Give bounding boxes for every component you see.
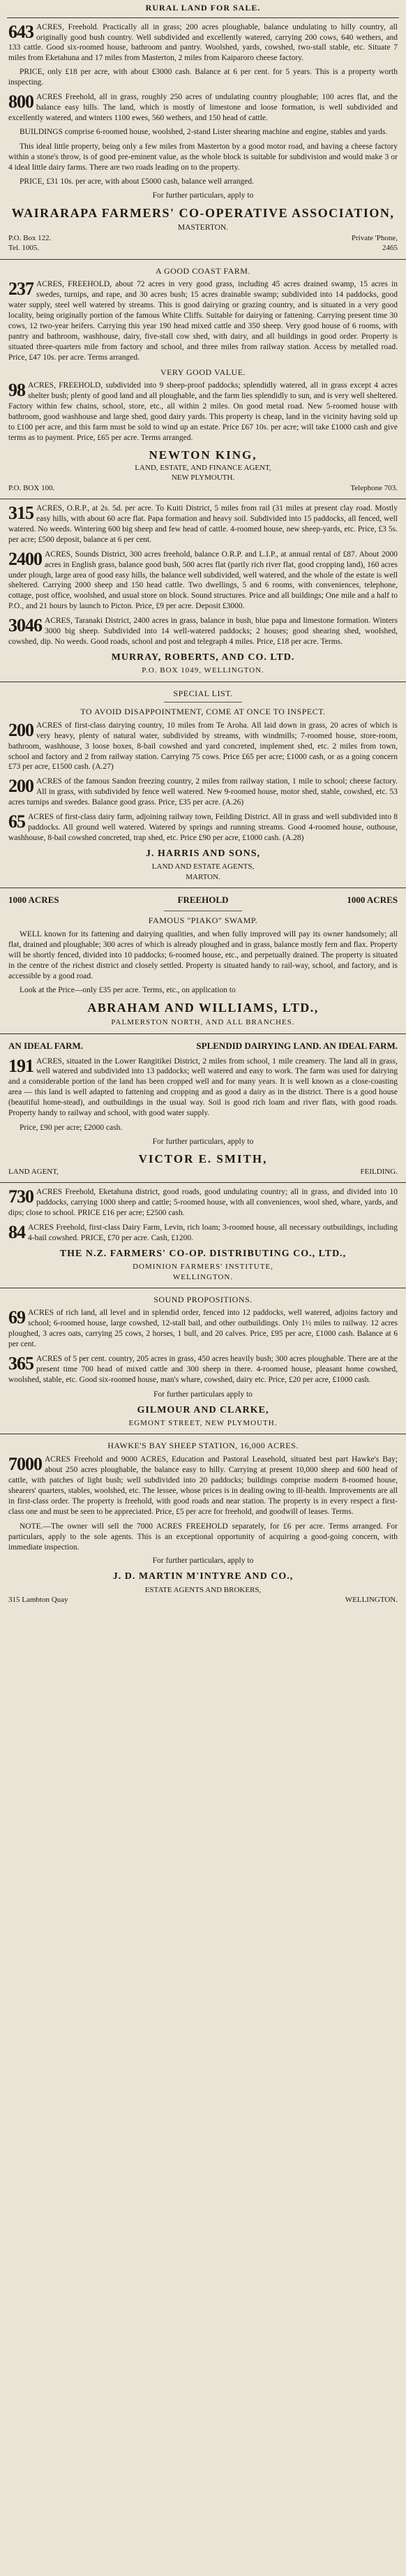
listing-text: ACRES Freehold and 9000 ACRES, Education and Pastoral Leasehold, situated best part Hawke's Bay; about 250 acres ploughable, the balance easy to hilly. Carrying at present 10,000 sheep and 600 head of cattle, with patches of light bush; well subdivided into 20 paddocks; buildings comprise modern 8-roomed house, shearers' quarters, stables, woolshed, etc. The lessee, whose prices is in dealing owing to ill-health. Improvements are all in first-class order. The property is freehold, with good roads and near station. The property is in every respect a first-class one and must be seen to be appreciated. Price, £5 per acre for freehold, and goodwill of leases. Terms. xyxy=(8,1455,398,1516)
advertiser-place: EGMONT STREET, NEW PLYMOUTH. xyxy=(128,1419,278,1428)
ad-gilmour-clarke xyxy=(0,1288,406,1435)
sub-heading: A GOOD COAST FARM. xyxy=(156,265,250,276)
advertiser-name: J. HARRIS AND SONS, xyxy=(145,848,261,860)
listing-number: 200 xyxy=(8,776,33,797)
banner-right: SPLENDID DAIRYING LAND. AN IDEAL FARM. xyxy=(196,1040,398,1051)
listing-number: 643 xyxy=(8,21,33,42)
advertiser-subtitle: DOMINION FARMERS' INSTITUTE, xyxy=(133,1263,273,1272)
phone-label: Private 'Phone, xyxy=(351,233,398,242)
sub-heading: SPECIAL LIST. xyxy=(173,688,233,698)
sub-heading: TO AVOID DISAPPOINTMENT, COME AT ONCE TO INSPECT. xyxy=(80,707,326,717)
listing-text: ACRES, O.R.P., at 2s. 5d. per acre. To Kuiti District, 5 miles from rail (31 miles at present clay road. Mostly easy hills, with about 60 acre flat. Papa formation and heavy soil. Subdivided into 15 paddocks, all fenced, well watered. No weeds. Wintering 600 big sheep and few head of cattle. 4-roomed house, new sheep-yards, etc. Price, £3 5s. per acre; £500 deposit, balance at 6 per cent. xyxy=(8,503,398,544)
sub-heading: FAMOUS "PIAKO" SWAMP. xyxy=(148,915,258,925)
contact-row xyxy=(8,1595,398,1605)
listing-text: ACRES of first-class dairy farm, adjoining railway town, Feilding District. All in grass and well subdivided into 8 paddocks. All ground well watered. Watered by springs and running streams. Good 4-roomed house, outhouse, washhouse, 8-bail cowshed concreted, trap shed, etc. Price £90 per acre, £1000 cash. (A.28) xyxy=(8,813,398,843)
listing xyxy=(8,1057,398,1119)
contact-row xyxy=(8,243,398,253)
advertiser-name: VICTOR E. SMITH, xyxy=(138,1152,268,1166)
listing-number: 191 xyxy=(8,1055,33,1076)
advertiser-name: WAIRARAPA FARMERS' CO-OPERATIVE ASSOCIATION, xyxy=(11,205,395,220)
banner-left: 1000 ACRES xyxy=(8,894,59,905)
listing-number: 7000 xyxy=(8,1454,42,1475)
listing-buildings: BUILDINGS comprise 6-roomed house, woolshed, 2-stand Lister shearing machine and engine, stables and yards. xyxy=(20,128,388,137)
ad-victor-smith xyxy=(0,1034,406,1184)
listing xyxy=(8,279,398,363)
apply-line: For further particulars, apply to xyxy=(152,1138,254,1147)
advertiser-place: FEILDING. xyxy=(360,1168,398,1177)
advertiser-name: NEWTON KING, xyxy=(149,448,257,462)
listing-text: ACRES, FREEHOLD, subdivided into 9 sheep-proof paddocks; splendidly watered, all in grass except 4 acres shelter bush; plenty of good land and all ploughable, and the farm lies splendidly to sun, and is very well sheltered. Factory within few chains, school, store, etc., all within 2 miles. On good metal road. New 5-roomed house with bathroom, good washhouse and large shed, good dairy yards. This property is cheap, land in the vicinity having sold up to £100 per acre, and this farm must be sold to wind up an estate. Price £67 10s. per acre; will take £1000 cash and give terms as to payment. Price, £65 per acre. Terms arranged. xyxy=(8,381,398,442)
listing-text: ACRES Freehold, Eketahuna district, good roads, good undulating country; all in grass, and divided into 10 paddocks, carrying 1000 sheep and cattle; 5-roomed house, with all conveniences, wool shed, whare, yards, and dips; close to school. PRICE £16 per acre; £2500 cash. xyxy=(8,1188,398,1218)
listing-number: 365 xyxy=(8,1353,33,1374)
listing-text: ACRES of first-class dairying country, 10 miles from Te Aroha. All laid down in grass, 20 acres of which is very heavy, plenty of natural water, subdivided by streams, with windmills; 7-roomed house, store-room, bathroom, washhouse, 3 loose boxes, 8-bail cowshed and yard concreted, implement shed, etc. 2 miles from town, school and factory and 2 from railway station. Carrying 75 cows. Price £65 per acre; £1000 cash, or as a going concern £73 per acre, £1500 cash. (A.27) xyxy=(8,721,398,772)
listing-price: PRICE, only £18 per acre, with about £3000 cash. Balance at 6 per cent. for 5 years. This is a property worth inspecting. xyxy=(8,68,398,87)
listing-number: 315 xyxy=(8,502,33,523)
listing-text: ACRES, situated in the Lower Rangitikei District, 2 miles from school, 1 mile creamery. The land all in grass, well watered and subdivided into 13 paddocks; well watered and easy to work. The farm was used for dairying and a considerable portion of the land has been cropped well and for many years. It is well known as a close-coasting area — this land is well adapted to fattening and cropping and as good a dairy as in the district. There is a good house (beautiful home-stead), and outbuildings in the usual way. Soil is good rich loam and river flats, with good roads. Property handy to railway and school, with good water supply. xyxy=(8,1057,398,1118)
listing-number: 3046 xyxy=(8,615,42,636)
description-paragraph: This ideal little property, being only a few miles from Masterton by a good motor road, and having a cheese factory within a stone's throw, is of good pre-eminent value, as the whole block is suitable for subdivision and would make 3 or 4 ideal little dairy farms. There are two roads leading on to the property. xyxy=(8,142,398,172)
listing-text: ACRES of the famous Sandon freezing country, 2 miles from railway station, 1 mile to school; cheese factory. All in grass, with subdivided by fence well watered. New 9-roomed house, motor shed, stable, cowshed, etc. 53 acres turnips and swedes. Balance good grass. Price, £35 per acre. (A.26) xyxy=(8,777,398,807)
listing xyxy=(8,1354,398,1385)
listing xyxy=(8,721,398,773)
listing xyxy=(8,777,398,808)
banner xyxy=(8,1040,398,1052)
telephone: Telephone 703. xyxy=(350,483,398,492)
advertiser-place: NEW PLYMOUTH. xyxy=(171,473,235,483)
listing-number: 65 xyxy=(8,811,25,832)
listing-number: 2400 xyxy=(8,548,42,569)
note-paragraph: NOTE.—The owner will sell the 7000 ACRES FREEHOLD separately, for £6 per acre. Terms arranged. For particulars, apply to the sole agents. This is an exceptional opportunity of acquiring a good-going concern, with immediate inspection. xyxy=(8,1522,398,1552)
listing-text: ACRES, Freehold. Practically all in grass; 200 acres ploughable, balance undulating to hilly country, all originally good bush country. Well subdivided and excellently watered, carrying 200 cows, 640 wethers, and 133 cattle. Good six-roomed house, bathroom and pantry. Woolshed, yards, cowshed, two-stall stable, etc. Situate 7 miles from Eketahuna and 17 miles from Masterton, 2 miles from Kaiparoro cheese factory. xyxy=(8,22,398,63)
contact-row xyxy=(8,233,398,243)
listing-text: ACRES, Taranaki District, 2400 acres in grass, balance in bush, blue papa and limestone formation. Winters 3000 big sheep. Subdivided into 14 well-watered paddocks; 2 houses; good shearing shed, woolshed, cowshed, dip. No weeds. Good roads, school and post and telegraph 4 miles. Price, £18 per acre. Terms. xyxy=(8,617,398,647)
sub-heading: VERY GOOD VALUE. xyxy=(160,367,246,377)
advertiser-name: THE N.Z. FARMERS' CO-OP. DISTRIBUTING CO., LTD., xyxy=(59,1249,347,1260)
listing-number: 69 xyxy=(8,1307,25,1328)
listing-number: 98 xyxy=(8,380,25,401)
listing-number: 200 xyxy=(8,719,33,740)
listing xyxy=(8,812,398,844)
apply-line: For further particulars, apply to xyxy=(152,191,254,200)
contact-row xyxy=(8,483,398,493)
advertiser-place: WELLINGTON. xyxy=(172,1272,234,1281)
advertiser-title: LAND, ESTATE, AND FINANCE AGENT, xyxy=(135,463,271,472)
advertiser-title: ESTATE AGENTS AND BROKERS, xyxy=(144,1585,262,1594)
advertiser-name: GILMOUR AND CLARKE, xyxy=(137,1404,269,1415)
listing-text: ACRES Freehold, first-class Dairy Farm, Levin, rich loam; 3-roomed house, all necessary outbuildings, including 4-bail cowshed. PRICE, £70 per acre. Cash, £1200. xyxy=(28,1223,398,1243)
price-line: Look at the Price—only £35 per acre. Terms, etc., on application to xyxy=(20,986,236,994)
advertiser-place: WELLINGTON. xyxy=(345,1595,398,1604)
ad-nz-farmers xyxy=(0,1183,406,1288)
listing xyxy=(8,22,398,89)
advertiser-place: PALMERSTON NORTH, AND ALL BRANCHES. xyxy=(111,1018,295,1027)
advertiser-address: 315 Lambton Quay xyxy=(8,1595,68,1604)
listing xyxy=(8,616,398,647)
advertiser-place: MASTERTON. xyxy=(177,223,229,233)
listing-text: ACRES, Sounds District, 300 acres freehold, balance O.R.P. and L.I.P., at annual rental of £87. About 2000 acres in English grass, balance good bush, 500 acres flat (partly rich river flat, good cropping land), 160 acres under plough, large area of good easy hills, the balance well subdivided, well watered, and the whole of the estate is well sheltered. Carrying 2000 sheep and 150 head cattle. Two dwellings, 5 and 6 rooms, with conveniences, telephone, cottage, post office, woolshed, and usual store on block. Sound structures. Price and all buildings; One mile and a half to P.O., and 21 hours by launch to Picton. Price, £9 per acre. Deposit £3000. xyxy=(8,550,398,611)
po-box: P.O. Box 122. xyxy=(8,233,52,242)
listing xyxy=(8,1223,398,1244)
listing-text: ACRES of 5 per cent. country, 205 acres in grass, 450 acres heavily bush; 300 acres ploughable. There are at the present time 700 head of mixed cattle and 300 sheep in there. 4-roomed house, pleasant home cowshed, woolshed, stable, etc. Good six-roomed house, man's whare, cowshed, dairy etc. Price, £20 per acre, £1000 cash. xyxy=(8,1355,398,1385)
description-paragraph: WELL known for its fattening and dairying qualities, and when fully improved will pay its owner handsomely; all flat, drained and ploughable; 300 acres of which is already ploughed and in grass, balance mostly fern and flax. Property will be shortly fenced, divided into 10 paddocks; 6-roomed house, etc., and perpetually drained. The property is situated in the centre of the richest district and closely settled. Property is situated handy to rail-way, school, and factory, and is accessible by a good road. xyxy=(8,930,398,981)
banner-left: AN IDEAL FARM. xyxy=(8,1040,84,1051)
apply-line: For further particulars apply to xyxy=(153,1390,253,1399)
listing xyxy=(8,1187,398,1219)
po-box: P.O. BOX 100. xyxy=(8,483,55,492)
listing xyxy=(8,1455,398,1517)
telephone: Tel. 1005. xyxy=(8,244,40,253)
banner-center: FREEHOLD xyxy=(177,894,229,905)
advertiser-name: J. D. MARTIN M'INTYRE AND CO., xyxy=(112,1571,294,1582)
contact-row xyxy=(8,1167,398,1177)
listing-text: ACRES, FREEHOLD, about 72 acres in very good grass, including 45 acres drained swamp, 15 acres in swedes, turnips, and rape, and 30 acres bush; 15 acres drainable swamp; subdivided into 14 paddocks, good water supply, steel well watered by streams. This is good dairying or grazing country, and is situated in a very good locality, being originally portion of the famous White Cliffs. Suitable for dairying or fattening. Carrying present time 30 cows, 12 two-year heifers. Carrying this year 190 head mixed cattle and 350 sheep. Very good house of 6 rooms, with pantry and bathroom, washhouse, dairy, five-stall cow shed, with dairy, and all buildings in good order. Property is situated three-quarters mile from factory and school, and three miles from railway station. Access by metalled road. Price, £47 10s. per acre. Terms arranged. xyxy=(8,280,398,362)
listing-number: 237 xyxy=(8,279,33,300)
ad-murray-roberts xyxy=(0,499,406,682)
advertiser-place: MARTON. xyxy=(186,872,220,881)
advertiser-title: LAND AND ESTATE AGENTS, xyxy=(151,862,255,871)
phone-number: 2465 xyxy=(382,244,398,253)
price-line: Price, £90 per acre; £2000 cash. xyxy=(20,1124,123,1133)
listing-number: 730 xyxy=(8,1186,33,1207)
listing xyxy=(8,92,398,138)
listing xyxy=(8,503,398,545)
ad-wairarapa xyxy=(0,18,406,260)
ad-harris xyxy=(0,682,406,888)
listing-number: 800 xyxy=(8,91,33,112)
price-line: PRICE, £31 10s. per acre, with about £5000 cash, balance well arranged. xyxy=(20,177,254,186)
listing-text: ACRES of rich land, all level and in splendid order, fenced into 12 paddocks, well watered, adjoins factory and school; 6-roomed house, large cowshed, 12-stall bail, and other outbuildings. Only 1½ miles to railway. 12 acres ploughed, 3 acres oats, carrying 25 cows, 2 horses, 1 bull, and 20 calves. Price, £95 per acre, £1000 cash. Balance at 6 per cent. xyxy=(8,1309,398,1349)
ad-newton-king xyxy=(0,260,406,499)
ad-mcintyre xyxy=(0,1434,406,1610)
banner-right: 1000 ACRES xyxy=(347,894,398,905)
listing xyxy=(8,1308,398,1350)
ad-abraham-williams xyxy=(0,888,406,1034)
listing-text: ACRES Freehold, all in grass, roughly 250 acres of undulating country ploughable; 100 acres flat, and the balance easy hills. The land, which is mostly of limestone and loose formation, is well subdivided and excellently watered, and winters 1100 ewes, 560 wethers, and 150 head of cattle. xyxy=(8,93,398,123)
banner xyxy=(8,895,398,906)
advertiser-name: ABRAHAM AND WILLIAMS, LTD., xyxy=(87,1000,319,1015)
listing xyxy=(8,381,398,443)
advertiser-address: P.O. BOX 1049, WELLINGTON. xyxy=(142,666,264,675)
sub-heading: HAWKE'S BAY SHEEP STATION, 16,000 ACRES. xyxy=(107,1441,299,1451)
page-header: RURAL LAND FOR SALE. xyxy=(7,0,399,18)
apply-line: For further particulars, apply to xyxy=(152,1556,254,1566)
advertiser-title: LAND AGENT, xyxy=(8,1168,59,1177)
listing-number: 84 xyxy=(8,1222,25,1243)
listing xyxy=(8,550,398,612)
sub-heading: SOUND PROPOSITIONS. xyxy=(153,1294,253,1304)
advertiser-name: MURRAY, ROBERTS, AND CO. LTD. xyxy=(111,652,295,663)
